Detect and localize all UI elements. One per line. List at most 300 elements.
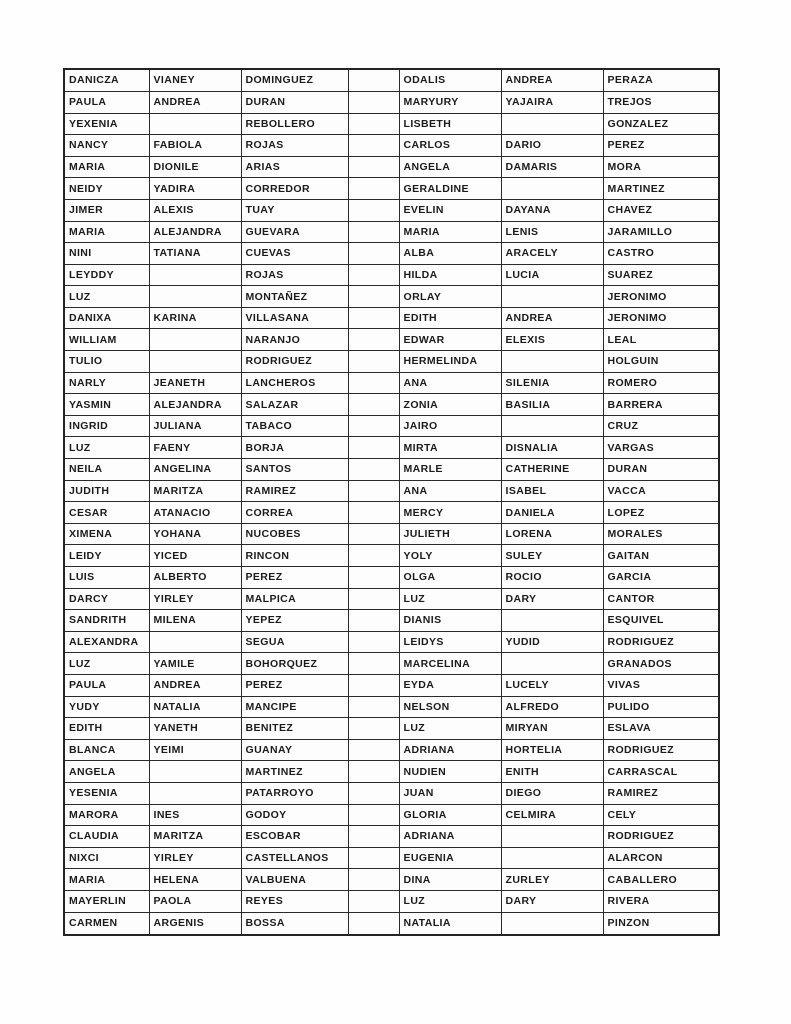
table-row: [64, 178, 719, 200]
name-cell: [501, 178, 603, 200]
name-cell: RODRIGUEZ: [603, 826, 719, 848]
name-cell: CESAR: [64, 502, 149, 524]
name-cell: DARCY: [64, 588, 149, 610]
name-cell: SEGUA: [241, 631, 348, 653]
spacer-cell: [348, 826, 399, 848]
table-row: [64, 243, 719, 265]
name-cell: INES: [149, 804, 241, 826]
name-cell: HOLGUIN: [603, 351, 719, 373]
table-row: [64, 804, 719, 826]
name-cell: CASTELLANOS: [241, 847, 348, 869]
name-cell: ESLAVA: [603, 718, 719, 740]
name-cell: ODALIS: [399, 69, 501, 91]
name-cell: CORREDOR: [241, 178, 348, 200]
spacer-cell: [348, 847, 399, 869]
name-cell: DAMARIS: [501, 156, 603, 178]
name-cell: ANDREA: [501, 69, 603, 91]
name-cell: NINI: [64, 243, 149, 265]
name-cell: ALEJANDRA: [149, 394, 241, 416]
name-cell: ALFREDO: [501, 696, 603, 718]
spacer-cell: [348, 135, 399, 157]
name-cell: HORTELIA: [501, 739, 603, 761]
spacer-cell: [348, 545, 399, 567]
name-cell: CARLOS: [399, 135, 501, 157]
name-cell: VILLASANA: [241, 307, 348, 329]
spacer-cell: [348, 502, 399, 524]
spacer-cell: [348, 761, 399, 783]
name-cell: WILLIAM: [64, 329, 149, 351]
name-cell: [501, 113, 603, 135]
name-cell: NEILA: [64, 459, 149, 481]
table-row: [64, 437, 719, 459]
name-cell: LUZ: [64, 437, 149, 459]
name-cell: PAULA: [64, 91, 149, 113]
name-cell: EVELIN: [399, 199, 501, 221]
name-cell: GONZALEZ: [603, 113, 719, 135]
name-cell: PAULA: [64, 674, 149, 696]
name-cell: DOMINGUEZ: [241, 69, 348, 91]
name-cell: SUAREZ: [603, 264, 719, 286]
name-cell: [149, 329, 241, 351]
table-row: [64, 286, 719, 308]
name-cell: ANGELINA: [149, 459, 241, 481]
name-cell: BOHORQUEZ: [241, 653, 348, 675]
spacer-cell: [348, 372, 399, 394]
name-cell: NARANJO: [241, 329, 348, 351]
table-row: [64, 113, 719, 135]
name-cell: DARY: [501, 588, 603, 610]
name-cell: [149, 113, 241, 135]
name-cell: ESQUIVEL: [603, 610, 719, 632]
name-cell: CARMEN: [64, 912, 149, 935]
name-cell: MARYURY: [399, 91, 501, 113]
name-cell: BOSSA: [241, 912, 348, 935]
name-cell: ANDREA: [149, 674, 241, 696]
spacer-cell: [348, 523, 399, 545]
table-row: [64, 372, 719, 394]
table-row: [64, 459, 719, 481]
name-cell: MARORA: [64, 804, 149, 826]
name-cell: [501, 610, 603, 632]
name-cell: JARAMILLO: [603, 221, 719, 243]
name-cell: XIMENA: [64, 523, 149, 545]
name-cell: JAIRO: [399, 415, 501, 437]
name-cell: VARGAS: [603, 437, 719, 459]
name-cell: MARITZA: [149, 480, 241, 502]
name-cell: NELSON: [399, 696, 501, 718]
name-cell: MARTINEZ: [603, 178, 719, 200]
name-cell: JUAN: [399, 782, 501, 804]
name-cell: GRANADOS: [603, 653, 719, 675]
name-table-body: [64, 69, 719, 935]
name-cell: DANICZA: [64, 69, 149, 91]
name-cell: PULIDO: [603, 696, 719, 718]
name-cell: HERMELINDA: [399, 351, 501, 373]
name-cell: JIMER: [64, 199, 149, 221]
name-cell: NATALIA: [399, 912, 501, 935]
name-cell: YESENIA: [64, 782, 149, 804]
name-cell: [149, 631, 241, 653]
name-cell: LUZ: [399, 718, 501, 740]
name-cell: RINCON: [241, 545, 348, 567]
spacer-cell: [348, 480, 399, 502]
name-cell: LEIDYS: [399, 631, 501, 653]
spacer-cell: [348, 286, 399, 308]
name-cell: ANA: [399, 480, 501, 502]
name-cell: [501, 912, 603, 935]
name-cell: LEAL: [603, 329, 719, 351]
table-row: [64, 91, 719, 113]
name-cell: [501, 826, 603, 848]
name-cell: REYES: [241, 890, 348, 912]
name-cell: LUIS: [64, 567, 149, 589]
spacer-cell: [348, 69, 399, 91]
name-cell: MARIA: [64, 221, 149, 243]
name-cell: [501, 415, 603, 437]
name-cell: MANCIPE: [241, 696, 348, 718]
name-cell: ALEXANDRA: [64, 631, 149, 653]
name-cell: [501, 286, 603, 308]
name-cell: YASMIN: [64, 394, 149, 416]
name-roster-table: [63, 68, 720, 936]
table-row: [64, 739, 719, 761]
name-cell: NUCOBES: [241, 523, 348, 545]
table-row: [64, 696, 719, 718]
table-row: [64, 761, 719, 783]
spacer-cell: [348, 696, 399, 718]
table-row: [64, 782, 719, 804]
name-cell: GARCIA: [603, 567, 719, 589]
name-cell: YIRLEY: [149, 847, 241, 869]
table-row: [64, 156, 719, 178]
name-cell: ARGENIS: [149, 912, 241, 935]
spacer-cell: [348, 912, 399, 935]
name-cell: ALBERTO: [149, 567, 241, 589]
name-cell: ENITH: [501, 761, 603, 783]
name-cell: VACCA: [603, 480, 719, 502]
spacer-cell: [348, 178, 399, 200]
name-cell: BLANCA: [64, 739, 149, 761]
name-cell: FAENY: [149, 437, 241, 459]
name-cell: LUZ: [64, 653, 149, 675]
table-row: [64, 415, 719, 437]
spacer-cell: [348, 653, 399, 675]
name-cell: EDITH: [399, 307, 501, 329]
name-cell: RODRIGUEZ: [241, 351, 348, 373]
table-row: [64, 567, 719, 589]
spacer-cell: [348, 739, 399, 761]
name-cell: YEIMI: [149, 739, 241, 761]
table-row: [64, 199, 719, 221]
name-cell: YIRLEY: [149, 588, 241, 610]
spacer-cell: [348, 869, 399, 891]
name-cell: JEANETH: [149, 372, 241, 394]
name-cell: CORREA: [241, 502, 348, 524]
name-cell: CUEVAS: [241, 243, 348, 265]
name-cell: DURAN: [241, 91, 348, 113]
name-cell: ROCIO: [501, 567, 603, 589]
name-cell: KARINA: [149, 307, 241, 329]
name-cell: CELMIRA: [501, 804, 603, 826]
name-cell: PERAZA: [603, 69, 719, 91]
table-row: [64, 912, 719, 935]
name-cell: TREJOS: [603, 91, 719, 113]
table-row: [64, 69, 719, 91]
name-cell: ROMERO: [603, 372, 719, 394]
name-cell: YOHANA: [149, 523, 241, 545]
name-cell: MARLE: [399, 459, 501, 481]
name-cell: LUCIA: [501, 264, 603, 286]
spacer-cell: [348, 113, 399, 135]
name-cell: TULIO: [64, 351, 149, 373]
table-row: [64, 221, 719, 243]
spacer-cell: [348, 804, 399, 826]
spacer-cell: [348, 199, 399, 221]
name-cell: ROJAS: [241, 264, 348, 286]
name-cell: PEREZ: [603, 135, 719, 157]
table-row: [64, 135, 719, 157]
name-cell: HILDA: [399, 264, 501, 286]
name-cell: ANGELA: [64, 761, 149, 783]
name-cell: TATIANA: [149, 243, 241, 265]
spacer-cell: [348, 156, 399, 178]
name-cell: GODOY: [241, 804, 348, 826]
name-cell: ARACELY: [501, 243, 603, 265]
name-cell: CASTRO: [603, 243, 719, 265]
name-cell: CELY: [603, 804, 719, 826]
table-row: [64, 394, 719, 416]
name-cell: EUGENIA: [399, 847, 501, 869]
name-cell: MARTINEZ: [241, 761, 348, 783]
name-cell: ZURLEY: [501, 869, 603, 891]
name-cell: EYDA: [399, 674, 501, 696]
name-cell: CLAUDIA: [64, 826, 149, 848]
name-cell: ANDREA: [149, 91, 241, 113]
spacer-cell: [348, 415, 399, 437]
spacer-cell: [348, 221, 399, 243]
name-cell: PEREZ: [241, 674, 348, 696]
spacer-cell: [348, 631, 399, 653]
table-row: [64, 588, 719, 610]
table-row: [64, 718, 719, 740]
name-cell: CATHERINE: [501, 459, 603, 481]
name-cell: CRUZ: [603, 415, 719, 437]
name-cell: GUANAY: [241, 739, 348, 761]
name-cell: [501, 351, 603, 373]
name-cell: GUEVARA: [241, 221, 348, 243]
name-cell: LUZ: [399, 588, 501, 610]
name-cell: [149, 264, 241, 286]
table-row: [64, 480, 719, 502]
name-cell: FABIOLA: [149, 135, 241, 157]
spacer-cell: [348, 459, 399, 481]
name-cell: [149, 351, 241, 373]
name-cell: GERALDINE: [399, 178, 501, 200]
name-cell: NANCY: [64, 135, 149, 157]
name-cell: TUAY: [241, 199, 348, 221]
name-cell: HELENA: [149, 869, 241, 891]
name-cell: CABALLERO: [603, 869, 719, 891]
name-cell: SANTOS: [241, 459, 348, 481]
name-cell: YICED: [149, 545, 241, 567]
name-cell: RODRIGUEZ: [603, 631, 719, 653]
name-cell: MARCELINA: [399, 653, 501, 675]
name-cell: LOPEZ: [603, 502, 719, 524]
name-cell: DIEGO: [501, 782, 603, 804]
name-cell: ALEJANDRA: [149, 221, 241, 243]
name-cell: ORLAY: [399, 286, 501, 308]
table-row: [64, 890, 719, 912]
name-cell: LUZ: [64, 286, 149, 308]
name-cell: MARIA: [399, 221, 501, 243]
name-cell: VALBUENA: [241, 869, 348, 891]
name-cell: EDITH: [64, 718, 149, 740]
spacer-cell: [348, 782, 399, 804]
spacer-cell: [348, 243, 399, 265]
name-cell: BASILIA: [501, 394, 603, 416]
name-cell: CANTOR: [603, 588, 719, 610]
spacer-cell: [348, 307, 399, 329]
name-cell: ADRIANA: [399, 739, 501, 761]
name-cell: ADRIANA: [399, 826, 501, 848]
name-cell: MARIA: [64, 869, 149, 891]
name-cell: VIVAS: [603, 674, 719, 696]
spacer-cell: [348, 718, 399, 740]
name-cell: JULIETH: [399, 523, 501, 545]
name-cell: RAMIREZ: [603, 782, 719, 804]
name-cell: [501, 653, 603, 675]
name-cell: CARRASCAL: [603, 761, 719, 783]
spacer-cell: [348, 329, 399, 351]
table-row: [64, 502, 719, 524]
name-cell: NUDIEN: [399, 761, 501, 783]
table-row: [64, 307, 719, 329]
name-cell: ALBA: [399, 243, 501, 265]
name-cell: ATANACIO: [149, 502, 241, 524]
name-cell: MARIA: [64, 156, 149, 178]
name-cell: JERONIMO: [603, 307, 719, 329]
name-cell: ALARCON: [603, 847, 719, 869]
name-cell: LEIDY: [64, 545, 149, 567]
name-cell: OLGA: [399, 567, 501, 589]
name-cell: MIRYAN: [501, 718, 603, 740]
name-cell: NIXCI: [64, 847, 149, 869]
name-cell: SANDRITH: [64, 610, 149, 632]
name-cell: DIONILE: [149, 156, 241, 178]
name-cell: VIANEY: [149, 69, 241, 91]
name-cell: TABACO: [241, 415, 348, 437]
name-cell: ANGELA: [399, 156, 501, 178]
name-cell: BARRERA: [603, 394, 719, 416]
name-cell: BENITEZ: [241, 718, 348, 740]
name-cell: MALPICA: [241, 588, 348, 610]
table-row: [64, 869, 719, 891]
name-cell: YEXENIA: [64, 113, 149, 135]
name-cell: YAJAIRA: [501, 91, 603, 113]
name-cell: DIANIS: [399, 610, 501, 632]
name-cell: ANDREA: [501, 307, 603, 329]
name-cell: NARLY: [64, 372, 149, 394]
spacer-cell: [348, 264, 399, 286]
name-cell: [149, 286, 241, 308]
table-row: [64, 351, 719, 373]
name-cell: MORA: [603, 156, 719, 178]
name-cell: RIVERA: [603, 890, 719, 912]
name-cell: REBOLLERO: [241, 113, 348, 135]
name-cell: YAMILE: [149, 653, 241, 675]
name-cell: ROJAS: [241, 135, 348, 157]
name-cell: YEPEZ: [241, 610, 348, 632]
table-row: [64, 826, 719, 848]
name-cell: DISNALIA: [501, 437, 603, 459]
name-cell: DURAN: [603, 459, 719, 481]
table-row: [64, 264, 719, 286]
name-cell: ISABEL: [501, 480, 603, 502]
name-cell: BORJA: [241, 437, 348, 459]
name-cell: MERCY: [399, 502, 501, 524]
spacer-cell: [348, 437, 399, 459]
name-cell: LUZ: [399, 890, 501, 912]
name-cell: LUCELY: [501, 674, 603, 696]
name-cell: RAMIREZ: [241, 480, 348, 502]
spacer-cell: [348, 890, 399, 912]
table-row: [64, 545, 719, 567]
name-cell: NATALIA: [149, 696, 241, 718]
name-cell: LISBETH: [399, 113, 501, 135]
name-cell: MARITZA: [149, 826, 241, 848]
name-cell: LORENA: [501, 523, 603, 545]
table-row: [64, 523, 719, 545]
name-cell: YUDY: [64, 696, 149, 718]
name-cell: YUDID: [501, 631, 603, 653]
table-row: [64, 329, 719, 351]
name-cell: ALEXIS: [149, 199, 241, 221]
name-cell: SALAZAR: [241, 394, 348, 416]
name-cell: ARIAS: [241, 156, 348, 178]
name-cell: MORALES: [603, 523, 719, 545]
name-cell: JULIANA: [149, 415, 241, 437]
name-cell: DINA: [399, 869, 501, 891]
spacer-cell: [348, 610, 399, 632]
name-cell: INGRID: [64, 415, 149, 437]
name-cell: MAYERLIN: [64, 890, 149, 912]
name-cell: LENIS: [501, 221, 603, 243]
table-row: [64, 847, 719, 869]
name-cell: ELEXIS: [501, 329, 603, 351]
name-cell: DARIO: [501, 135, 603, 157]
name-cell: PATARROYO: [241, 782, 348, 804]
spacer-cell: [348, 394, 399, 416]
name-cell: PAOLA: [149, 890, 241, 912]
name-cell: [149, 782, 241, 804]
table-row: [64, 653, 719, 675]
name-cell: MILENA: [149, 610, 241, 632]
name-cell: LANCHEROS: [241, 372, 348, 394]
table-row: [64, 674, 719, 696]
name-cell: MIRTA: [399, 437, 501, 459]
name-cell: SULEY: [501, 545, 603, 567]
name-cell: JUDITH: [64, 480, 149, 502]
name-cell: NEIDY: [64, 178, 149, 200]
spacer-cell: [348, 567, 399, 589]
name-cell: LEYDDY: [64, 264, 149, 286]
name-cell: ZONIA: [399, 394, 501, 416]
name-cell: YANETH: [149, 718, 241, 740]
name-cell: JERONIMO: [603, 286, 719, 308]
name-cell: DANIELA: [501, 502, 603, 524]
table-row: [64, 610, 719, 632]
name-cell: RODRIGUEZ: [603, 739, 719, 761]
